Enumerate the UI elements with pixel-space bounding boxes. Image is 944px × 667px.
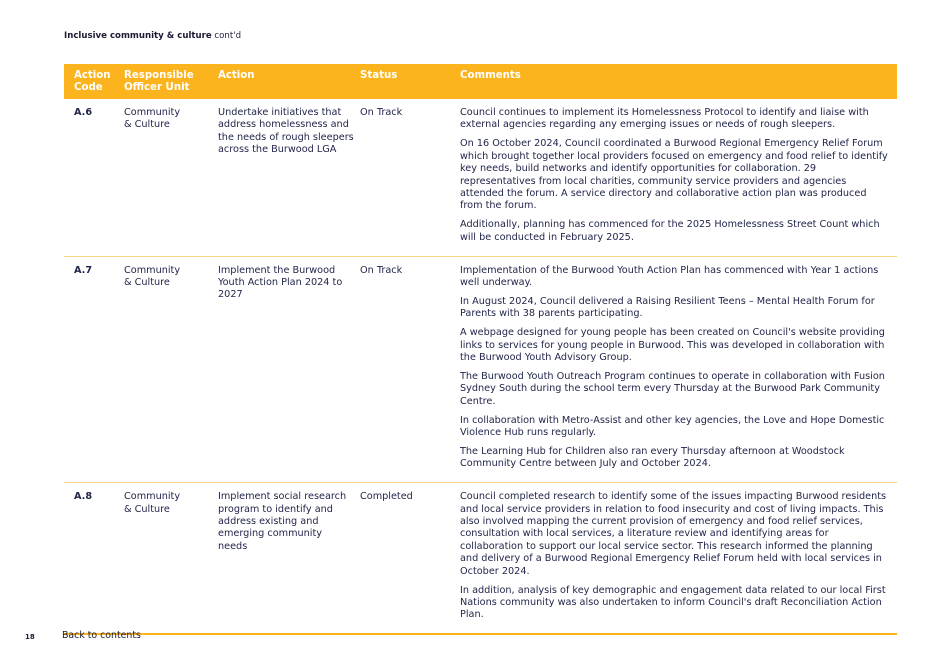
officer-unit: Community & Culture — [124, 256, 218, 483]
back-to-contents-link[interactable]: Back to contents — [62, 630, 141, 641]
comment-paragraph: The Burwood Youth Outreach Program continues to operate in collaboration with Fusion Sydney South during the school term every Thursday at the Burwood Park Community Centre. — [460, 370, 885, 407]
comments — [460, 99, 897, 256]
comment-paragraph: Additionally, planning has commenced for the 2025 Homelessness Street Count which will be conducted in February 2025. — [460, 219, 880, 243]
comment-paragraph: On 16 October 2024, Council coordinated a Burwood Regional Emergency Relief Forum which brought together local providers focused on emergency and food relief to identify key needs, build networks and identify opportunities for collaboration. 29 representatives from local charities, community service providers and agencies attended the forum. A service directory and collaborative action plan was produced from the forum. — [460, 138, 888, 212]
running-header — [64, 31, 241, 41]
officer-unit: Community & Culture — [124, 99, 218, 256]
comments — [460, 483, 897, 635]
status: Completed — [360, 483, 460, 635]
table-row — [64, 483, 897, 635]
comment-paragraph: Council continues to implement its Homelessness Protocol to identify and liaise with external agencies regarding any emerging issues or needs of rough sleepers. — [460, 107, 869, 131]
action-code: A.7 — [64, 256, 124, 483]
status: On Track — [360, 99, 460, 256]
status: On Track — [360, 256, 460, 483]
action-description: Implement the Burwood Youth Action Plan 2024 to 2027 — [218, 256, 360, 483]
comment-paragraph: The Learning Hub for Children also ran every Thursday afternoon at Woodstock Community Centre between July and October 2024. — [460, 445, 845, 470]
comment-paragraph: In addition, analysis of key demographic and engagement data related to our local First Nations community was also undertaken to inform Council's draft Reconciliation Action Plan. — [460, 584, 886, 621]
action-description: Undertake initiatives that address homelessness and the needs of rough sleepers across the Burwood LGA — [218, 99, 360, 256]
section-title: Inclusive community & culture — [64, 31, 212, 41]
action-status-table — [64, 64, 897, 635]
action-code: A.8 — [64, 483, 124, 635]
column-header-comments: Comments — [460, 64, 897, 99]
section-suffix: cont'd — [214, 31, 242, 41]
comments — [460, 256, 897, 483]
action-code: A.6 — [64, 99, 124, 256]
comment-paragraph: A webpage designed for young people has been created on Council's website providing links to services for young people in Burwood. This was developed in collaboration with the Burwood Youth Advisory Group. — [460, 327, 885, 363]
officer-unit: Community & Culture — [124, 483, 218, 635]
comment-paragraph: Council completed research to identify some of the issues impacting Burwood residents and local service providers in relation to food insecurity and cost of living impacts. This also involved mapping the current provision of emergency and food relief services, consultation with local services, a literature review and identifying areas for collaboration to support our local service sector. This research informed the planning and delivery of a Burwood Regional Emergency Relief Forum held with local services in October 2024. — [460, 491, 887, 577]
comment-paragraph: Implementation of the Burwood Youth Action Plan has commenced with Year 1 actions well underway. — [460, 264, 879, 288]
column-header-action: Action — [218, 64, 360, 99]
column-header-officer-unit: Responsible Officer Unit — [124, 64, 218, 99]
column-header-action-code: Action Code — [64, 64, 124, 99]
column-header-status: Status — [360, 64, 460, 99]
page-number: 18 — [25, 633, 35, 641]
table-row — [64, 256, 897, 483]
comment-paragraph: In collaboration with Metro-Assist and other key agencies, the Love and Hope Domestic Violence Hub runs regularly. — [460, 414, 885, 439]
action-description: Implement social research program to identify and address existing and emerging community needs — [218, 483, 360, 635]
table-header-row — [64, 64, 897, 99]
table-row — [64, 99, 897, 256]
comment-paragraph: In August 2024, Council delivered a Raising Resilient Teens – Mental Health Forum for Parents with 38 parents participating. — [460, 295, 875, 320]
